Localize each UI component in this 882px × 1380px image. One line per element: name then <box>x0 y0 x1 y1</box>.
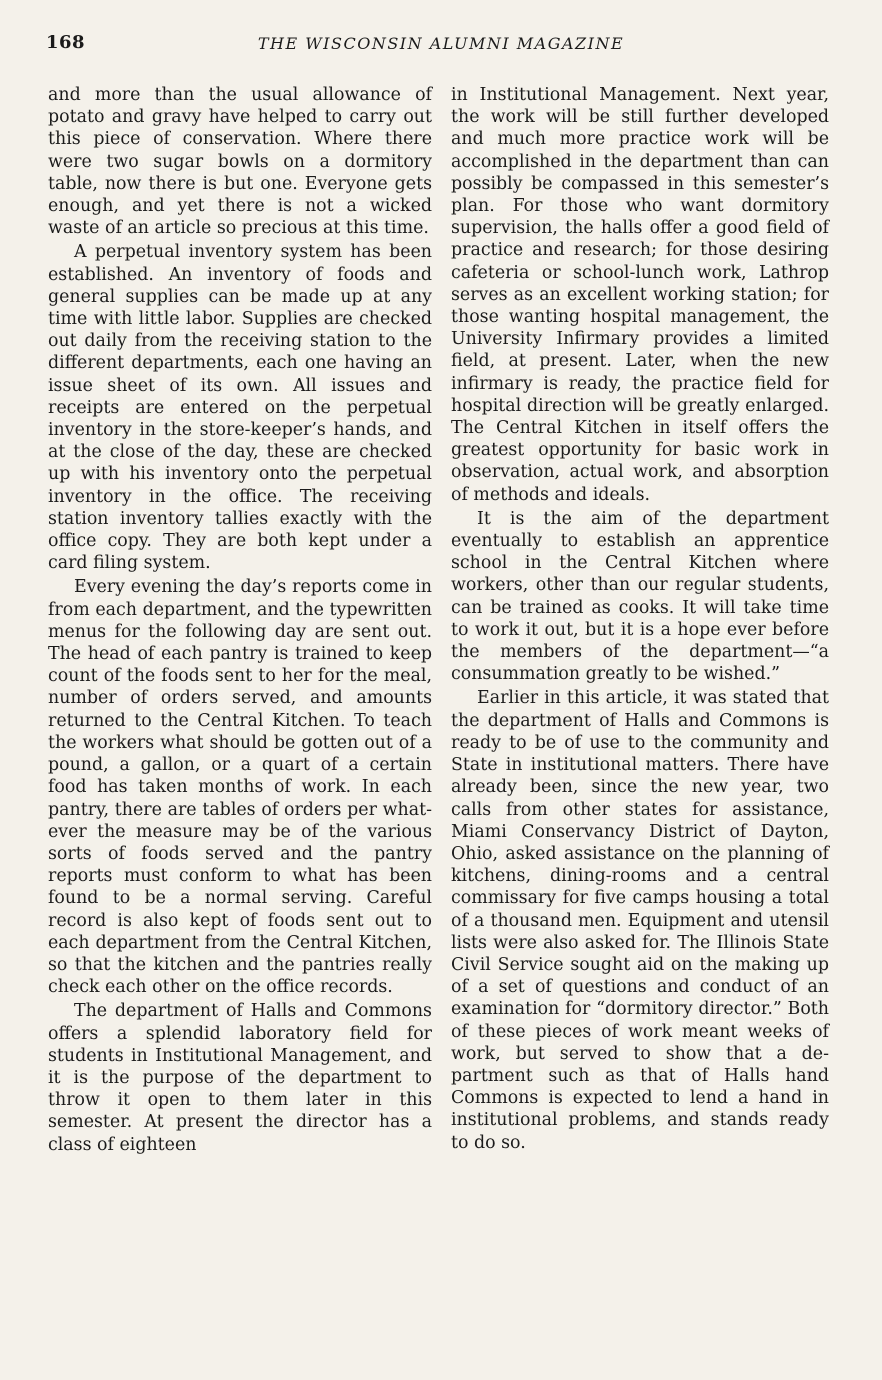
paragraph-inventory: A perpetual inventory system has been established. An inventory of foods and general supplies can be made up at any time with little labor. Supplies are checked out daily from the receiving station to the different departments, each one having an issue sheet of its own. All issues and receipts are entered on the perpetual inventory in the store-keeper’s hands, and at the close of the day, these are checked up with his inventory onto the perpetual inventory in the office. The receiving station inventory tallies exactly with the office copy. They are both kept under a card filing system. <box>48 242 432 574</box>
paragraph-management: in Institutional Management. Next year, the work will be still further developed and much more practice work will be accomplished in the department than can possibly be compassed in this semester’s plan. For those who want dormitory supervision, the halls offer a good field of practice and research; for those desiring cafeteria or school-lunch work, Lathrop serves as an excellent working station; for those wanting hospital management, the University Infirmary provides a limited field, at present. Later, when the new infirmary is ready, the practice field for hospital direction will be greatly enlarged. The Central Kitchen in itself offers the greatest opportunity for basic work in observation, actual work, and absorption of methods and ideals. <box>451 85 829 505</box>
paragraph-apprentice-school: It is the aim of the department eventually to establish an apprentice school in the Central Kitchen where workers, other than our regular students, can be trained as cooks. It will take time to work it out, but it is a hope ever before the members of the department—“a consummation greatly to be wished.” <box>451 508 829 685</box>
paragraph-laboratory: The department of Halls and Commons offers a splendid laboratory field for students in Institutional Management, and it is the purpose of the department to throw it open to them later in this semester. At present the director has a class of eighteen <box>48 1001 432 1155</box>
running-head: THE WISCONSIN ALUMNI MAGAZINE <box>257 34 625 53</box>
paragraph-reports: Every evening the day’s reports come in from each department, and the typewritten menus for the following day are sent out. The head of each pantry is trained to keep count of the foods sent to her for the meal, number of orders served, and amounts returned to the Central Kitchen. To teach the workers what should be gotten out of a pound, a gallon, or a quart of a certain food has taken months of work. In each pantry, there are tables of orders per whatever the measure may be of the various sorts of foods served and the pantry reports must conform to what has been found to be a normal serving. Careful record is also kept of foods sent out to each department from the Central Kitchen, so that the kitchen and the pantries really check each other on the office records. <box>48 577 432 998</box>
paragraph-community-service: Earlier in this article, it was stated that the department of Halls and Commons is ready to be of use to the community and State in institutional matters. There have already been, since the new year, two calls from other states for assistance, Miami Conservancy District of Dayton, Ohio, asked assistance on the planning of kitchens, dining-rooms and a central commissary for five camps housing a total of a thousand men. Equipment and utensil lists were also asked for. The Illinois State Civil Service sought aid on the making up of a set of questions and conduct of an examination for “dormitory director.” Both of these pieces of work meant weeks of work, but served to show that a department such as that of Halls hand Commons is expected to lend a hand in institutional problems, and stands ready to do so. <box>451 688 829 1153</box>
page-number: 168 <box>46 32 86 53</box>
right-column <box>451 84 829 1154</box>
left-column <box>48 84 432 1156</box>
paragraph-continued: and more than the usual allowance of potato and gravy have helped to carry out this piece of conservation. Where there were two sugar bowls on a dormitory table, now there is but one. Everyone gets enough, and yet there is not a wicked waste of an article so precious at this time. <box>48 85 432 239</box>
page-header <box>46 32 836 58</box>
